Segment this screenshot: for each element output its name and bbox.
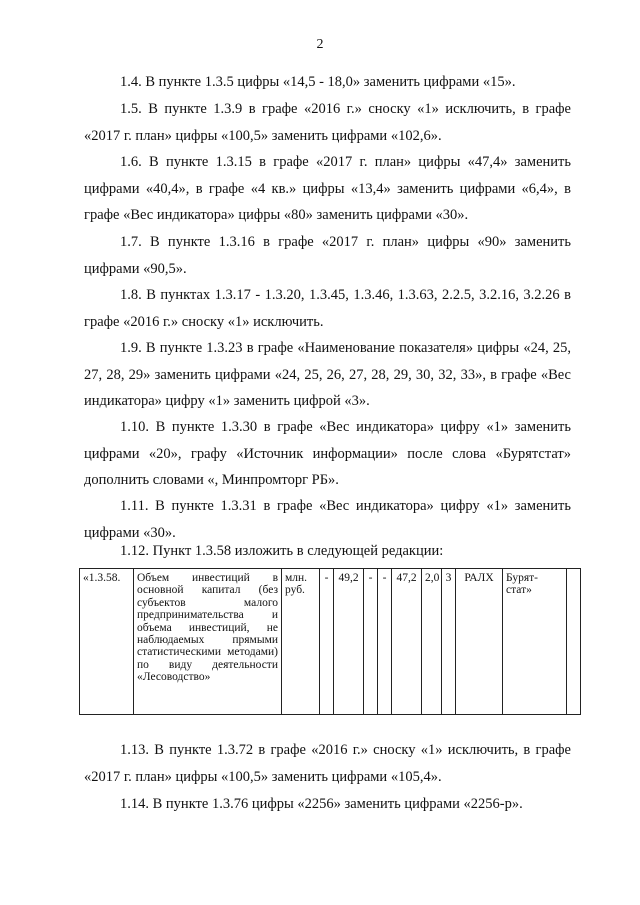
cell-value-3: - [364, 569, 378, 715]
paragraph-1-5: 1.5. В пункте 1.3.9 в графе «2016 г.» сноску «1» исключить, в графе «2017 г. план» цифры «100,5» заменить цифрами «102,6». [84, 101, 571, 144]
paragraph-1-8: 1.8. В пунктах 1.3.17 - 1.3.20, 1.3.45, 1.3.46, 1.3.63, 2.2.5, 3.2.16, 3.2.26 в графе «2016 г.» сноску «1» исключить. [84, 287, 571, 330]
cell-value-1: - [320, 569, 334, 715]
cell-value-4: - [378, 569, 392, 715]
paragraph-1-14: 1.14. В пункте 1.3.76 цифры «2256» заменить цифрами «2256-р». [120, 796, 523, 812]
cell-indicator-name: Объем инвестиций в основной капитал (без субъектов малого предпринимательства и объема инвестиций, не наблюдаемых прямыми статистическими методами) по виду деятельности «Лесоводство» [134, 569, 282, 715]
paragraph-1-12: 1.12. Пункт 1.3.58 изложить в следующей редакции: [120, 543, 444, 559]
paragraph-1-6: 1.6. В пункте 1.3.15 в графе «2017 г. план» цифры «47,4» заменить цифрами «40,4», в графе «4 кв.» цифры «13,4» заменить цифрами «6,4», в графе «Вес индикатора» цифры «80» заменить цифрами «30». [84, 154, 571, 223]
paragraph-1-9: 1.9. В пункте 1.3.23 в графе «Наименование показателя» цифры «24, 25, 27, 28, 29» заменить цифрами «24, 25, 26, 27, 28, 29, 30, 32, 33», в графе «Вес индикатора» цифру «1» заменить цифрой «3». [84, 340, 571, 409]
cell-source: Бурят-стат» [503, 569, 567, 715]
cell-value-5: 47,2 [392, 569, 422, 715]
cell-value-2: 49,2 [334, 569, 364, 715]
table-row [80, 569, 581, 715]
paragraph-1-7: 1.7. В пункте 1.3.16 в графе «2017 г. план» цифры «90» заменить цифрами «90,5». [84, 234, 571, 277]
paragraph-1-13: 1.13. В пункте 1.3.72 в графе «2016 г.» сноску «1» исключить, в графе «2017 г. план» цифры «100,5» заменить цифрами «105,4». [84, 742, 571, 785]
paragraph-1-11: 1.11. В пункте 1.3.31 в графе «Вес индикатора» цифру «1» заменить цифрами «30». [84, 498, 571, 541]
cell-weight: 3 [442, 569, 456, 715]
cell-empty [567, 569, 581, 715]
paragraph-1-4: 1.4. В пункте 1.3.5 цифры «14,5 - 18,0» заменить цифрами «15». [120, 74, 516, 90]
cell-item-number: «1.3.58. [80, 569, 134, 715]
cell-responsible: РАЛХ [456, 569, 503, 715]
cell-value-6: 2,0 [422, 569, 442, 715]
page-number: 2 [316, 37, 324, 52]
paragraph-1-10: 1.10. В пункте 1.3.30 в графе «Вес индикатора» цифру «1» заменить цифрами «20», графу «Источник информации» после слова «Бурятстат» дополнить словами «, Минпромторг РБ». [84, 419, 571, 488]
cell-unit: млн. руб. [282, 569, 320, 715]
replacement-table [79, 568, 581, 715]
